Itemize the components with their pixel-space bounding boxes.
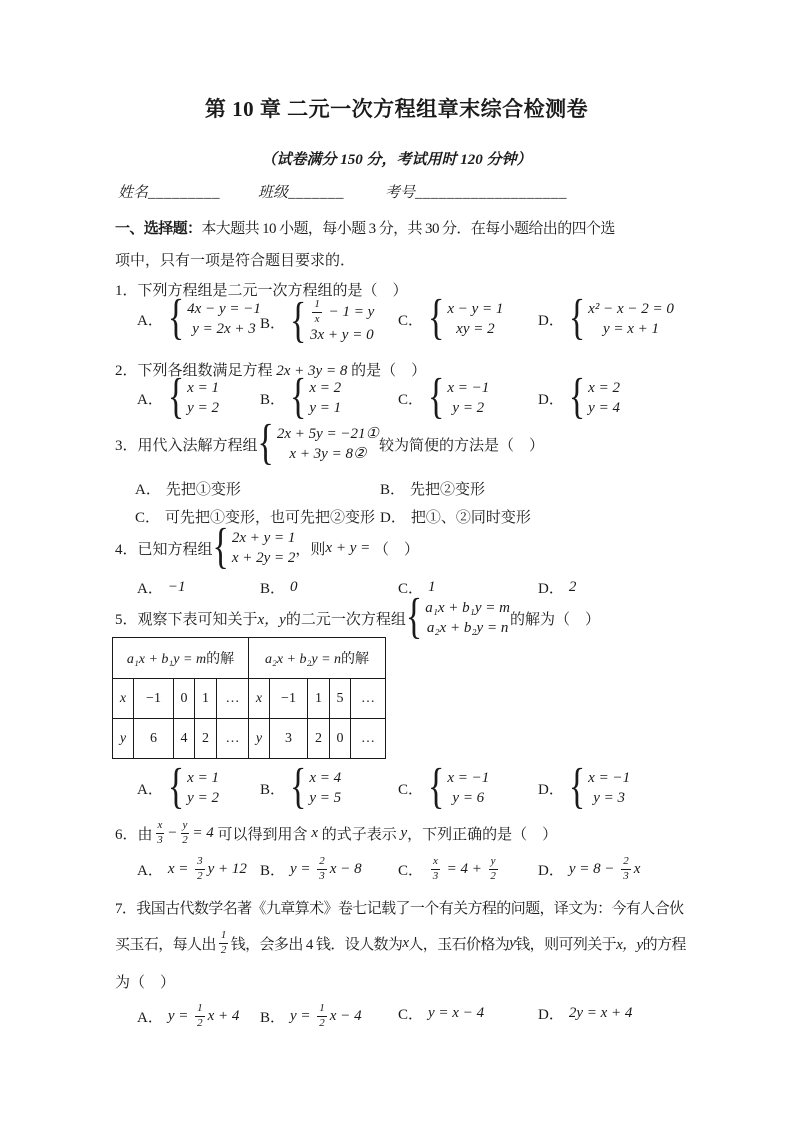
stem-variable: x: [311, 824, 318, 841]
q3-stem: [115, 416, 544, 471]
stem-text: 的方程: [642, 936, 686, 953]
option-text: y =: [167, 1007, 193, 1024]
fraction: [181, 820, 190, 846]
equation-system: [428, 291, 504, 346]
section-desc: 本大题共 10 小题，每小题 3 分，共 30 分．在每小题给出的四个选: [201, 221, 615, 237]
option-label: B．: [260, 315, 286, 332]
equation-line: x − y = 1: [447, 301, 504, 317]
fraction: [195, 856, 205, 882]
q6-option-a: [137, 856, 247, 882]
stem-text: ，则: [295, 541, 326, 558]
table-cell: 5: [330, 679, 351, 719]
fraction: [317, 1003, 327, 1029]
table-cell: …: [351, 679, 386, 719]
option-label: D．: [538, 391, 564, 408]
stem-text: 钱，则可列关于: [515, 936, 617, 953]
equation-text: − 1 = y: [324, 304, 375, 321]
brace-icon: {: [428, 760, 445, 815]
table-cell: x: [249, 679, 270, 719]
stem-variable: y: [400, 824, 408, 841]
equation-line: y = 5: [309, 790, 342, 806]
option-text: y + 12: [207, 860, 247, 877]
page-title: 第 10 章 二元一次方程组章末综合检测卷: [204, 97, 589, 121]
q7-option-b: [260, 1003, 362, 1029]
option-text: y =: [290, 1007, 315, 1024]
equation-line: y = 1: [309, 400, 342, 416]
equation-line: x = −1: [447, 770, 490, 786]
fraction-denominator: 3: [157, 833, 163, 846]
option-text: y = x − 4: [428, 1005, 485, 1021]
q4-option-d: [538, 577, 576, 598]
fraction-denominator: 2: [197, 869, 203, 882]
option-label: D．: [538, 781, 564, 798]
section-heading-line2: 项中，只有一项是符合题目要求的．: [115, 253, 356, 269]
stem-text: 的式子表示: [317, 826, 401, 843]
brace-icon: {: [167, 370, 185, 425]
fraction: [431, 856, 440, 882]
q2-option-a: [137, 370, 219, 425]
stem-variables: x，y: [257, 611, 286, 628]
stem-text: 5．观察下表可知关于: [115, 611, 258, 628]
brace-icon: {: [428, 370, 445, 425]
examno-label: 考号: [385, 185, 416, 201]
fraction: [621, 856, 631, 882]
table-cell: 4: [174, 719, 195, 759]
equation-line: 2x + 5y = −21①: [276, 426, 379, 442]
equation-line: 3x + y = 0: [310, 327, 374, 344]
table-cell: …: [217, 679, 249, 719]
option-label: C．: [398, 391, 424, 408]
class-field: [258, 181, 344, 202]
class-blank: _______: [288, 185, 345, 201]
option-label: A．: [137, 781, 163, 798]
stem-variables: x，y: [616, 936, 643, 953]
exam-subtitle: （试卷满分 150 分，考试用时 120 分钟）: [261, 152, 532, 168]
stem-variable: y: [509, 934, 516, 951]
fraction: [489, 856, 498, 882]
equation-line: x = −1: [588, 770, 631, 786]
option-label: D．: [538, 1007, 564, 1023]
q6-option-c: [398, 856, 501, 882]
brace-icon: {: [405, 590, 423, 645]
fraction-numerator: x: [431, 856, 440, 870]
table-cell: 0: [174, 679, 195, 719]
option-label: A．: [137, 581, 163, 597]
option-label: C．: [398, 1007, 424, 1023]
q6-option-d: [538, 856, 640, 882]
fraction-numerator: 1: [317, 1003, 327, 1017]
option-label: A．: [137, 312, 163, 329]
q3-options-row2: [115, 506, 715, 530]
equation-system: [212, 520, 296, 575]
table-cell: 1: [308, 679, 330, 719]
table-cell: −1: [134, 679, 174, 719]
brace-icon: {: [568, 370, 586, 425]
fraction-numerator: y: [181, 820, 190, 834]
table-cell: …: [217, 719, 249, 759]
brace-icon: {: [167, 291, 185, 346]
name-label: 姓名: [118, 185, 149, 201]
stem-text: 买玉石，每人出: [115, 936, 216, 953]
stem-equation: x + y =: [325, 539, 374, 556]
q4-option-a: [137, 577, 185, 598]
option-label: D．: [380, 510, 406, 526]
equation-line: a₂x + b₂y = n: [426, 620, 509, 636]
q5-option-d: [538, 760, 631, 815]
equation-line: x = 2: [309, 380, 342, 396]
option-label: D．: [538, 581, 564, 597]
stem-text: 可以得到用含: [217, 826, 312, 843]
table-header-equation: a₁x + b₁y = m: [126, 652, 207, 667]
q5-stem: [115, 590, 601, 645]
fraction-numerator: 3: [195, 856, 205, 870]
q7-stem-line2: [115, 930, 686, 956]
fraction-denominator: 2: [490, 869, 496, 882]
q7-option-d: [538, 1003, 632, 1024]
fraction-numerator: 1: [195, 1003, 205, 1017]
table-cell: y: [249, 719, 270, 759]
option-label: A．: [137, 862, 163, 879]
brace-icon: {: [290, 294, 307, 349]
option-text: x =: [167, 860, 193, 877]
option-label: C．: [398, 581, 424, 597]
equation-line: x = −1: [447, 380, 490, 396]
q7-stem-line3: 为（ ）: [115, 975, 176, 991]
stem-equation: = 4: [192, 824, 218, 841]
brace-icon: {: [568, 291, 586, 346]
option-label: B．: [260, 862, 286, 879]
equation-system: [428, 760, 490, 815]
table-header-text: 的解: [206, 652, 235, 667]
table-cell: −1: [270, 679, 308, 719]
option-text: x + 4: [207, 1007, 240, 1024]
equation-system: [167, 760, 219, 815]
q2-option-c: [398, 370, 490, 425]
stem-text: 3．用代入法解方程组: [115, 437, 258, 454]
fraction-denominator: 3: [319, 869, 325, 882]
stem-text: 2．下列各组数满足方程: [115, 363, 277, 379]
stem-text: 钱，会多出 4 钱．设人数为: [230, 936, 403, 953]
section-heading-line1: [115, 217, 615, 238]
fraction: [312, 299, 322, 325]
q5-solution-table: [112, 637, 386, 759]
fraction: [156, 820, 165, 846]
fraction-numerator: 2: [621, 856, 631, 870]
stem-text: 人，玉石价格为: [408, 936, 510, 953]
stem-variable: x: [402, 934, 409, 951]
equation-line: x = 1: [187, 770, 219, 786]
fraction-denominator: x: [314, 312, 320, 325]
table-header-right: [249, 638, 386, 679]
table-header-text: 的解: [341, 652, 370, 667]
option-label: C．: [135, 510, 161, 526]
stem-text: 的解为（ ）: [510, 611, 601, 628]
equation-line: xy = 2: [456, 321, 495, 337]
equation-line: x = 1: [187, 380, 219, 396]
option-label: D．: [538, 312, 564, 329]
option-label: A．: [135, 482, 161, 498]
equation-system: [167, 291, 261, 346]
q6-stem: [115, 820, 557, 846]
option-label: B．: [260, 1009, 286, 1026]
fraction-denominator: 3: [623, 869, 629, 882]
q1-stem: 1．下列方程组是二元一次方程组的是（ ）: [115, 283, 408, 299]
option-label: B．: [380, 482, 406, 498]
q6-options: [115, 856, 715, 886]
brace-icon: {: [290, 760, 307, 815]
option-label: C．: [398, 862, 424, 879]
stem-text: 的二元一次方程组: [285, 611, 406, 628]
equation-system: [257, 416, 379, 471]
table-cell: 2: [195, 719, 217, 759]
q1-option-d: [538, 291, 674, 346]
option-text: 把①、②同时变形: [410, 510, 531, 526]
q2-stem: [115, 359, 426, 380]
option-label: A．: [137, 391, 163, 408]
option-label: C．: [398, 312, 424, 329]
q3-option-d: [380, 506, 531, 527]
option-text: x − 8: [329, 860, 362, 877]
stem-text: 4．已知方程组: [115, 541, 213, 558]
equation-line: [309, 299, 374, 325]
equation-line: x = 4: [309, 770, 342, 786]
option-text: 先把①变形: [165, 482, 241, 498]
q5-option-b: [260, 760, 342, 815]
examno-blank: ___________________: [415, 185, 568, 201]
option-text: 1: [428, 579, 436, 595]
table-row-y: [113, 719, 386, 759]
option-label: B．: [260, 581, 286, 597]
brace-icon: {: [257, 416, 274, 471]
equation-line: y = 2: [452, 400, 485, 416]
equation-line: y = 3: [593, 790, 626, 806]
option-text: x − 4: [329, 1007, 362, 1024]
table-row-x: [113, 679, 386, 719]
option-label: A．: [137, 1009, 163, 1026]
equation-system: [428, 370, 490, 425]
option-text: 2: [568, 579, 577, 595]
table-cell: 1: [195, 679, 217, 719]
equation-system: [290, 760, 342, 815]
q3-option-a: [135, 478, 241, 499]
stem-text: 的是（ ）: [347, 363, 427, 379]
equation-line: x = 2: [588, 380, 620, 396]
fraction: [317, 856, 327, 882]
brace-icon: {: [290, 370, 307, 425]
equation-line: y = 2: [187, 400, 219, 416]
fraction-numerator: 1: [219, 930, 228, 944]
table-cell: x: [113, 679, 134, 719]
equation-system: [568, 370, 620, 425]
q6-option-b: [260, 856, 362, 882]
equation-line: y = 4: [588, 400, 620, 416]
section-title: 一、选择题：: [115, 221, 202, 237]
option-text: 0: [290, 579, 298, 595]
q5-option-c: [398, 760, 490, 815]
q1-option-b: [260, 294, 375, 349]
name-field: [118, 181, 220, 202]
equation-line: x + 2y = 2: [231, 550, 296, 566]
equation-system: [167, 370, 219, 425]
q5-options: [115, 760, 715, 815]
equation-system: [290, 294, 375, 349]
q3-option-b: [380, 478, 485, 499]
option-text: 先把②变形: [410, 482, 486, 498]
option-text: = 4 +: [442, 860, 486, 877]
q1-option-c: [398, 291, 504, 346]
q1-option-a: [137, 291, 261, 346]
option-text: −1: [167, 579, 186, 595]
fraction-numerator: y: [489, 856, 498, 870]
table-header-equation: a₂x + b₂y = n: [264, 652, 342, 667]
stem-operator: −: [167, 824, 178, 841]
q2-option-d: [538, 370, 620, 425]
examno-field: [385, 181, 567, 202]
stem-text: 6．由: [115, 826, 153, 843]
option-label: C．: [398, 781, 424, 798]
name-blank: _________: [148, 185, 221, 201]
fraction: [219, 930, 228, 956]
q7-option-c: [398, 1003, 484, 1024]
stem-text: （ ）: [373, 541, 419, 558]
equation-system: [290, 370, 342, 425]
fraction-numerator: 1: [312, 299, 322, 313]
option-text: 2y = x + 4: [568, 1005, 633, 1021]
q3-options-row1: [115, 478, 715, 502]
brace-icon: {: [568, 760, 586, 815]
table-header-left: [113, 638, 249, 679]
q4-option-b: [260, 577, 298, 598]
equation-line: 4x − y = −1: [187, 301, 261, 317]
q7-option-a: [137, 1003, 239, 1029]
q5-option-a: [137, 760, 219, 815]
brace-icon: {: [212, 520, 229, 575]
option-label: B．: [260, 391, 286, 408]
q3-option-c: [135, 506, 375, 527]
option-label: B．: [260, 781, 286, 798]
equation-line: x² − x − 2 = 0: [588, 301, 674, 317]
equation-line: x + 3y = 8②: [289, 446, 367, 462]
option-text: 可先把①变形，也可先把②变形: [165, 510, 376, 526]
stem-text: ，下列正确的是（ ）: [407, 826, 558, 843]
stem-text: 较为简便的方法是（ ）: [378, 437, 544, 454]
fraction: [195, 1003, 205, 1029]
fraction-denominator: 2: [220, 943, 226, 956]
option-text: x: [633, 860, 641, 877]
table-cell: 3: [270, 719, 308, 759]
option-text: y =: [290, 860, 315, 877]
fraction-denominator: 2: [319, 1016, 325, 1029]
equation-system: [568, 760, 631, 815]
table-cell: 6: [134, 719, 174, 759]
q4-stem: [115, 520, 419, 575]
equation-line: a₁x + b₁y = m: [425, 600, 511, 616]
fraction-numerator: 2: [317, 856, 327, 870]
option-text: y = 8 −: [568, 860, 619, 877]
equation-line: y = 6: [452, 790, 485, 806]
fraction-denominator: 2: [182, 833, 188, 846]
equation-line: y = x + 1: [602, 321, 660, 337]
q7-options: [115, 1003, 715, 1033]
equation-line: y = 2x + 3: [192, 321, 256, 337]
table-cell: y: [113, 719, 134, 759]
equation-line: y = 2: [187, 790, 219, 806]
class-label: 班级: [258, 185, 289, 201]
brace-icon: {: [428, 291, 445, 346]
fraction-denominator: 2: [197, 1016, 203, 1029]
q7-stem-line1: 7．我国古代数学名著《九章算术》卷七记载了一个有关方程的问题，译文为：今有人合伙: [115, 901, 684, 917]
table-cell: 0: [330, 719, 351, 759]
stem-equation: 2x + 3y = 8: [276, 363, 348, 379]
equation-line: 2x + y = 1: [231, 530, 296, 546]
table-cell: 2: [308, 719, 330, 759]
fraction-denominator: 3: [432, 869, 439, 882]
brace-icon: {: [167, 760, 185, 815]
equation-system: [405, 590, 511, 645]
equation-system: [568, 291, 674, 346]
fraction-numerator: x: [156, 820, 165, 834]
table-cell: …: [351, 719, 386, 759]
option-label: D．: [538, 862, 564, 879]
